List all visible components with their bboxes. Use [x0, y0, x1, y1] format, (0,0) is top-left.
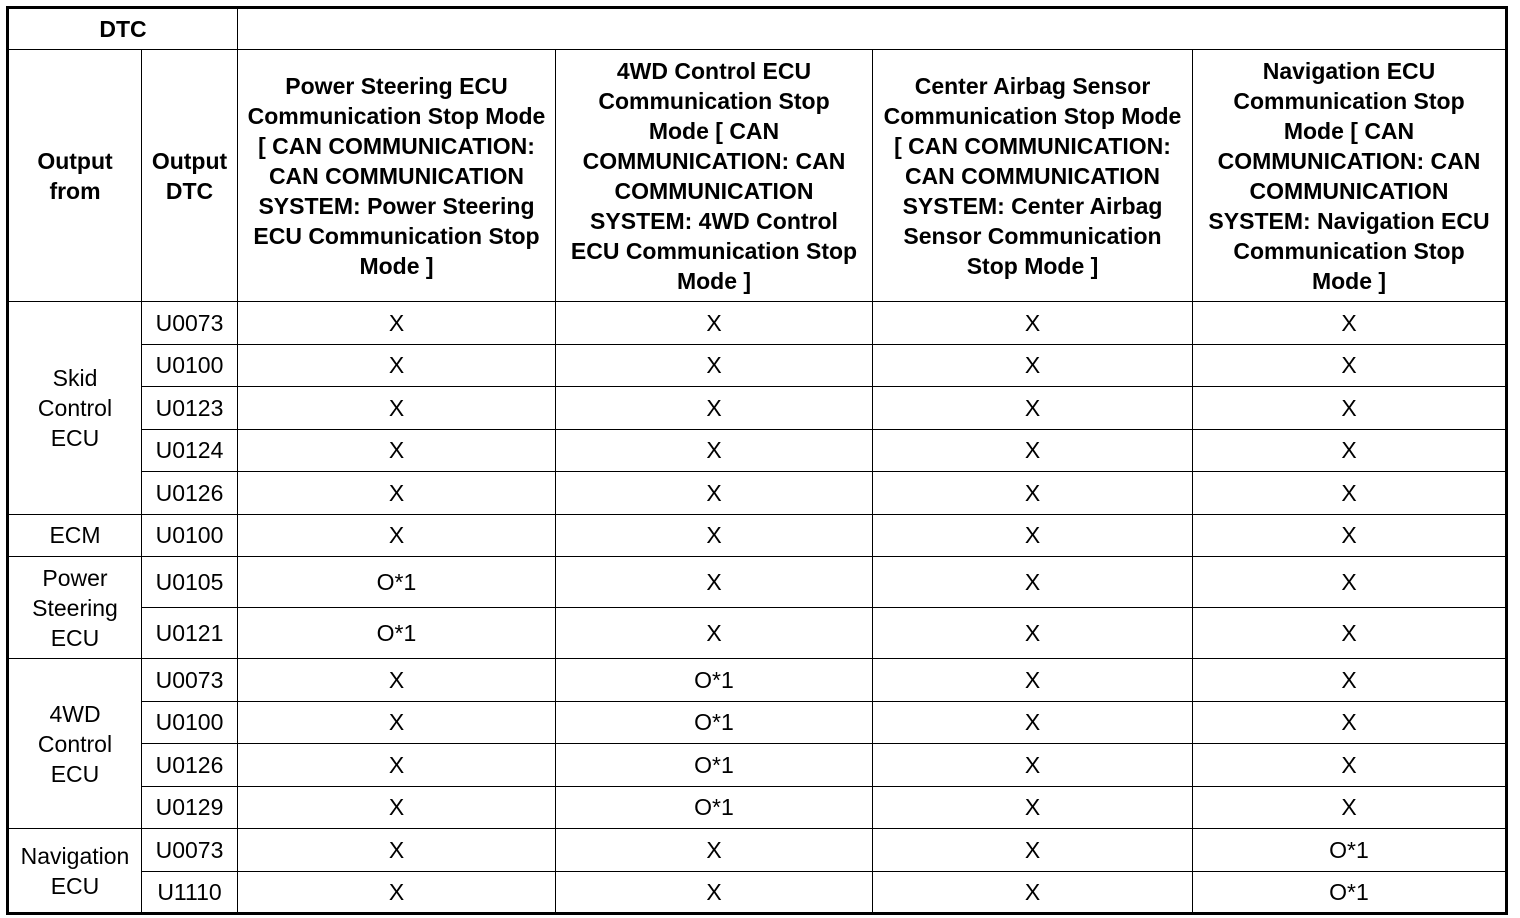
table-row [8, 344, 1507, 387]
output-from-cell: ECM [8, 514, 142, 557]
mode-value-cell: X [556, 387, 873, 430]
mode-value-cell: O*1 [556, 744, 873, 787]
mode-value-cell: O*1 [1193, 829, 1507, 872]
mode-value-cell: X [238, 344, 556, 387]
mode-value-cell: X [238, 786, 556, 829]
output-dtc-cell: U0124 [142, 429, 238, 472]
mode-value-cell: X [238, 871, 556, 914]
mode-value-cell: O*1 [556, 659, 873, 702]
mode-value-cell: X [238, 302, 556, 345]
table-row [8, 472, 1507, 515]
mode-value-cell: X [238, 701, 556, 744]
mode-value-cell: X [556, 557, 873, 608]
mode-value-cell: X [873, 701, 1193, 744]
output-dtc-cell: U0100 [142, 344, 238, 387]
table-row [8, 701, 1507, 744]
top-right-header [238, 8, 1507, 50]
table-row [8, 557, 1507, 608]
mode-value-cell: O*1 [238, 608, 556, 659]
mode-header-4wd-control: 4WD Control ECU Communication Stop Mode [ CAN COMMUNICATION: CAN COMMUNICATION SYSTEM: 4WD Control ECU Communication Stop Mode ] [556, 50, 873, 302]
mode-value-cell: X [1193, 302, 1507, 345]
mode-value-cell: X [238, 472, 556, 515]
mode-value-cell: X [873, 344, 1193, 387]
mode-header-power-steering: Power Steering ECU Communication Stop Mode [ CAN COMMUNICATION: CAN COMMUNICATION SYSTEM: Power Steering ECU Communication Stop Mode ] [238, 50, 556, 302]
mode-value-cell: X [238, 744, 556, 787]
output-from-cell: 4WD Control ECU [8, 659, 142, 829]
mode-value-cell: X [556, 344, 873, 387]
mode-value-cell: X [1193, 344, 1507, 387]
output-dtc-cell: U1110 [142, 871, 238, 914]
mode-value-cell: X [873, 302, 1193, 345]
table-row [8, 387, 1507, 430]
output-dtc-cell: U0129 [142, 786, 238, 829]
mode-header-center-airbag: Center Airbag Sensor Communication Stop Mode [ CAN COMMUNICATION: CAN COMMUNICATION SYSTEM: Center Airbag Sensor Communication Stop Mode ] [873, 50, 1193, 302]
mode-value-cell: X [1193, 429, 1507, 472]
mode-value-cell: X [1193, 701, 1507, 744]
table-row [8, 608, 1507, 659]
output-from-header: Output from [8, 50, 142, 302]
output-dtc-cell: U0100 [142, 701, 238, 744]
mode-value-cell: X [873, 744, 1193, 787]
mode-value-cell: X [1193, 514, 1507, 557]
table-row [8, 744, 1507, 787]
table-row [8, 786, 1507, 829]
mode-value-cell: X [873, 557, 1193, 608]
mode-value-cell: X [873, 514, 1193, 557]
column-header-row [8, 50, 1507, 302]
mode-value-cell: X [556, 472, 873, 515]
output-from-cell: Skid Control ECU [8, 302, 142, 515]
output-dtc-cell: U0073 [142, 829, 238, 872]
mode-header-navigation: Navigation ECU Communication Stop Mode [ CAN COMMUNICATION: CAN COMMUNICATION SYSTEM: Navigation ECU Communication Stop Mode ] [1193, 50, 1507, 302]
output-dtc-cell: U0100 [142, 514, 238, 557]
output-from-cell: Power Steering ECU [8, 557, 142, 659]
output-dtc-header: Output DTC [142, 50, 238, 302]
table-row [8, 659, 1507, 702]
output-dtc-cell: U0126 [142, 744, 238, 787]
mode-value-cell: X [873, 659, 1193, 702]
output-dtc-cell: U0123 [142, 387, 238, 430]
mode-value-cell: X [873, 472, 1193, 515]
table-row [8, 302, 1507, 345]
dtc-corner-label: DTC [8, 8, 238, 50]
mode-value-cell: X [873, 871, 1193, 914]
mode-value-cell: X [238, 387, 556, 430]
mode-value-cell: X [556, 871, 873, 914]
table-row [8, 514, 1507, 557]
mode-value-cell: O*1 [1193, 871, 1507, 914]
output-dtc-cell: U0105 [142, 557, 238, 608]
table-body [8, 8, 1507, 914]
output-dtc-cell: U0073 [142, 659, 238, 702]
mode-value-cell: X [1193, 608, 1507, 659]
mode-value-cell: X [873, 387, 1193, 430]
mode-value-cell: X [873, 786, 1193, 829]
output-dtc-cell: U0073 [142, 302, 238, 345]
mode-value-cell: O*1 [556, 701, 873, 744]
mode-value-cell: X [873, 829, 1193, 872]
table-row [8, 829, 1507, 872]
mode-value-cell: X [556, 514, 873, 557]
mode-value-cell: X [238, 429, 556, 472]
mode-value-cell: X [1193, 557, 1507, 608]
mode-value-cell: X [873, 608, 1193, 659]
table-row [8, 429, 1507, 472]
mode-value-cell: X [1193, 387, 1507, 430]
table-row [8, 871, 1507, 914]
output-dtc-cell: U0126 [142, 472, 238, 515]
mode-value-cell: X [238, 659, 556, 702]
output-dtc-cell: U0121 [142, 608, 238, 659]
mode-value-cell: X [238, 829, 556, 872]
mode-value-cell: X [556, 608, 873, 659]
mode-value-cell: X [556, 302, 873, 345]
dtc-table [6, 6, 1508, 915]
mode-value-cell: X [873, 429, 1193, 472]
mode-value-cell: X [556, 829, 873, 872]
mode-value-cell: X [556, 429, 873, 472]
mode-value-cell: X [1193, 472, 1507, 515]
mode-value-cell: O*1 [556, 786, 873, 829]
mode-value-cell: X [1193, 786, 1507, 829]
mode-value-cell: X [238, 514, 556, 557]
top-header-row [8, 8, 1507, 50]
output-from-cell: Navigation ECU [8, 829, 142, 914]
mode-value-cell: X [1193, 744, 1507, 787]
mode-value-cell: X [1193, 659, 1507, 702]
mode-value-cell: O*1 [238, 557, 556, 608]
